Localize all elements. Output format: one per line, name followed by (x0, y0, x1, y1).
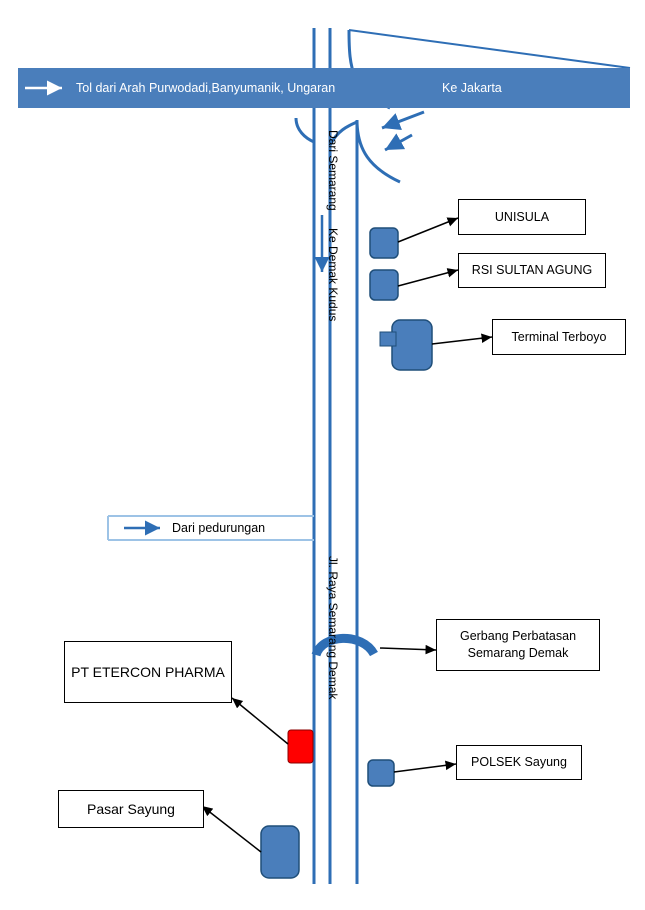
label-gerbang-perbatasan: Gerbang Perbatasan Semarang Demak (436, 619, 600, 671)
side-road-label: Dari pedurungan (172, 521, 266, 535)
label-terminal-terboyo: Terminal Terboyo (492, 319, 626, 355)
road-label-jl-raya-semarang-demak: Jl. Raya Semarang Demak (326, 556, 340, 700)
road-label-dari-semarang: Dari Semarang (326, 130, 340, 211)
label-pt-etercon-pharma: PT ETERCON PHARMA (64, 641, 232, 703)
label-unisula: UNISULA (458, 199, 586, 235)
road-label-ke-demak-kudus: Ke Demak Kudus (326, 228, 340, 322)
gerbang-arc (316, 638, 374, 655)
banner-right-label: Ke Jakarta (442, 81, 502, 95)
label-rsi-sultan-agung: RSI SULTAN AGUNG (458, 253, 606, 288)
label-polsek-sayung: POLSEK Sayung (456, 745, 582, 780)
banner-left-label: Tol dari Arah Purwodadi,Banyumanik, Ungaran (76, 81, 336, 95)
map-markers (261, 228, 432, 878)
label-pasar-sayung: Pasar Sayung (58, 790, 204, 828)
leader-lines (202, 218, 492, 852)
